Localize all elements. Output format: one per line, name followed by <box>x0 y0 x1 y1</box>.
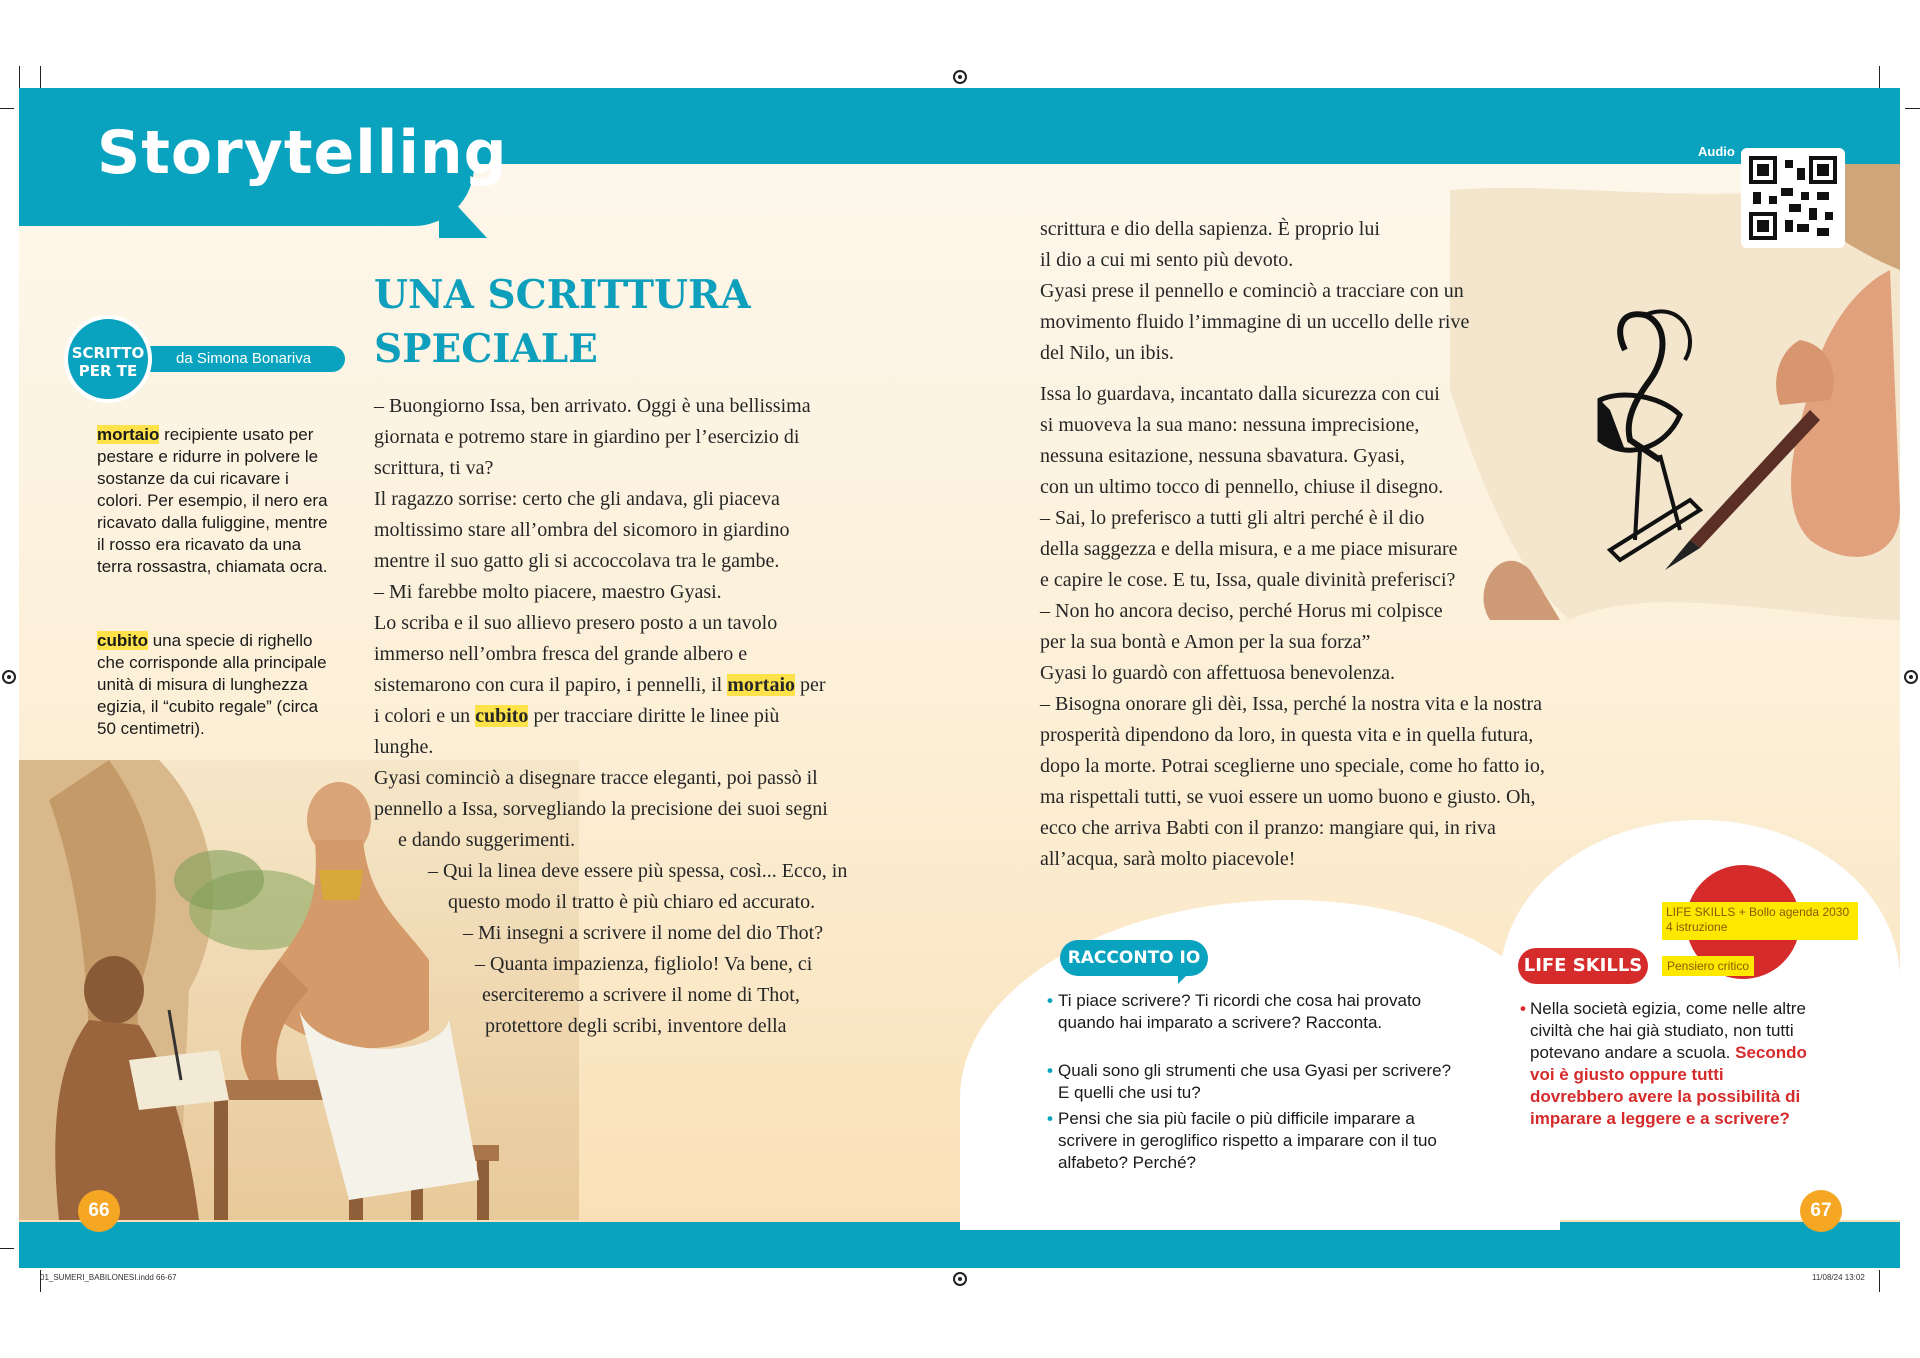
racconto-question: • Ti piace scrivere? Ti ricordi che cosa hai provato quando hai imparato a scrivere? Racconta. <box>1058 990 1458 1034</box>
story-line: – Quanta impazienza, figliolo! Va bene, ci <box>475 953 813 975</box>
story-title-line-1: UNA SCRITTURA <box>374 272 751 318</box>
audio-label: Audio <box>1698 144 1735 159</box>
story-line: – Non ho ancora deciso, perché Horus mi colpisce <box>1040 600 1443 622</box>
story-line: movimento fluido l’immagine di un uccello delle rive <box>1040 311 1470 333</box>
story-text: i colori e un <box>374 705 476 727</box>
highlight-mortaio: mortaio <box>727 674 796 696</box>
story-line: Gyasi lo guardò con affettuosa benevolenza. <box>1040 662 1396 684</box>
footer-file: 01_SUMERI_BABILONESI.indd 66-67 <box>40 1273 177 1282</box>
crop-mark <box>19 66 20 88</box>
story-line: – Bisogna onorare gli dèi, Issa, perché la nostra vita e la nostra <box>1040 693 1543 715</box>
story-line: protettore degli scribi, inventore della <box>485 1015 787 1037</box>
page-number-right: 67 <box>1800 1190 1842 1232</box>
life-skills-text-plain: Nella società egizia, come nelle altre civiltà che hai già studiato, non tutti potevano andare a scuola. <box>1530 999 1806 1062</box>
story-line-cubito <box>374 701 779 732</box>
section-title-tail <box>439 186 487 238</box>
crop-mark <box>1879 1270 1880 1292</box>
registration-mark <box>953 70 967 84</box>
story-title <box>374 268 751 376</box>
story-line: mentre il suo gatto gli si accoccolava tra le gambe. <box>374 550 780 572</box>
registration-mark <box>953 1272 967 1286</box>
glossary-entry-cubito <box>97 630 337 740</box>
story-line: nessuna esitazione, nessuna sbavatura. Gyasi, <box>1040 445 1405 467</box>
audio-qr-code[interactable] <box>1741 148 1845 248</box>
story-line: all’acqua, sarà molto piacevole! <box>1040 848 1296 870</box>
story-line: Gyasi prese il pennello e cominciò a tracciare con un <box>1040 280 1464 302</box>
story-line: Gyasi cominciò a disegnare tracce eleganti, poi passò il <box>374 767 818 789</box>
story-line: giornata e potremo stare in giardino per l’esercizio di <box>374 426 800 448</box>
story-line: immerso nell’ombra fresca del grande albero e <box>374 643 748 665</box>
story-line: Issa lo guardava, incantato dalla sicurezza con cui <box>1040 383 1440 405</box>
page-number-left: 66 <box>78 1190 120 1232</box>
story-line: ma rispettali tutti, se vuoi essere un uomo buono e giusto. Oh, <box>1040 786 1536 808</box>
life-skills-text <box>1520 998 1820 1130</box>
qr-code-icon <box>1749 156 1837 240</box>
glossary-term: cubito <box>97 631 148 650</box>
section-title: Storytelling <box>97 118 508 188</box>
racconto-question: • Pensi che sia più facile o più difficile imparare a scrivere in geroglifico rispetto a imparare con il tuo alfabeto? Perché? <box>1058 1108 1458 1174</box>
badge-line-1: SCRITTO <box>71 344 145 362</box>
crop-mark <box>0 1248 14 1249</box>
story-line: prosperità dipendono da loro, in questa vita e in quella futura, <box>1040 724 1534 746</box>
story-line: – Mi farebbe molto piacere, maestro Gyasi. <box>374 581 722 603</box>
racconto-question: • Quali sono gli strumenti che usa Gyasi per scrivere? E quelli che usi tu? <box>1058 1060 1458 1104</box>
author-label: da Simona Bonariva <box>150 346 345 372</box>
story-line: – Sai, lo preferisco a tutti gli altri perché è il dio <box>1040 507 1425 529</box>
story-line: ecco che arriva Babti con il pranzo: mangiare qui, in riva <box>1040 817 1496 839</box>
story-line: scrittura, ti va? <box>374 457 494 479</box>
story-text: per tracciare diritte le linee più <box>528 705 780 727</box>
highlight-cubito: cubito <box>475 705 529 727</box>
crop-mark <box>40 66 41 88</box>
story-line-mortaio <box>374 670 826 701</box>
story-text: sistemarono con cura il papiro, i pennelli, il <box>374 674 728 696</box>
story-line: scrittura e dio della sapienza. È proprio lui <box>1040 218 1380 240</box>
glossary-definition: recipiente usato per pestare e ridurre in polvere le sostanze da cui ricavare i colori. Per esempio, il nero era ricavato dalla fuliggine, mentre il rosso era ricavato da una terra rossastra, chiamata ocra. <box>97 425 328 576</box>
scritto-per-te-badge <box>64 315 152 403</box>
crop-mark <box>1879 66 1880 88</box>
life-skills-note: LIFE SKILLS + Bollo agenda 2030 4 istruzione <box>1662 902 1858 940</box>
story-line: eserciteremo a scrivere il nome di Thot, <box>482 984 800 1006</box>
story-line: con un ultimo tocco di pennello, chiuse il disegno. <box>1040 476 1444 498</box>
crop-mark <box>0 108 14 109</box>
glossary-entry-mortaio <box>97 424 337 578</box>
story-line: – Mi insegni a scrivere il nome del dio Thot? <box>463 922 824 944</box>
story-line: il dio a cui mi sento più devoto. <box>1040 249 1294 271</box>
story-line: e dando suggerimenti. <box>398 829 576 851</box>
story-line: moltissimo stare all’ombra del sicomoro in giardino <box>374 519 790 541</box>
life-skills-label: LIFE SKILLS <box>1518 948 1648 984</box>
racconto-tag-tail <box>1178 968 1194 984</box>
registration-mark <box>2 670 16 684</box>
crop-mark <box>1905 108 1920 109</box>
story-line: – Qui la linea deve essere più spessa, così... Ecco, in <box>428 860 848 882</box>
registration-mark <box>1904 670 1918 684</box>
story-line: – Buongiorno Issa, ben arrivato. Oggi è una bellissima <box>374 395 811 417</box>
glossary-definition: una specie di righello che corrisponde alla principale unità di misura di lunghezza egizia, il “cubito regale” (circa 50 centimetri). <box>97 631 327 738</box>
glossary-term: mortaio <box>97 425 160 444</box>
story-line: del Nilo, un ibis. <box>1040 342 1174 364</box>
story-text: per <box>795 674 826 696</box>
story-line: si muoveva la sua mano: nessuna imprecisione, <box>1040 414 1420 436</box>
racconto-io-label: RACCONTO IO <box>1060 940 1208 976</box>
story-line: e capire le cose. E tu, Issa, quale divinità preferisci? <box>1040 569 1456 591</box>
story-line: Lo scriba e il suo allievo presero posto a un tavolo <box>374 612 778 634</box>
footer-date: 11/08/24 13:02 <box>1812 1273 1865 1282</box>
pensiero-critico-tag: Pensiero critico <box>1662 956 1754 976</box>
story-line: questo modo il tratto è più chiaro ed accurato. <box>448 891 816 913</box>
story-line: pennello a Issa, sorvegliando la precisione dei suoi segni <box>374 798 828 820</box>
life-skills-question: Secondo voi è giusto oppure tutti dovrebbero avere la possibilità di imparare a leggere e a scrivere? <box>1530 1043 1807 1128</box>
story-line: per la sua bontà e Amon per la sua forza” <box>1040 631 1371 653</box>
story-line: Il ragazzo sorrise: certo che gli andava, gli piaceva <box>374 488 780 510</box>
story-line: della saggezza e della misura, e a me piace misurare <box>1040 538 1458 560</box>
story-line: dopo la morte. Potrai sceglierne uno speciale, come ho fatto io, <box>1040 755 1545 777</box>
bullet-icon: • <box>1520 999 1526 1018</box>
story-title-line-2: SPECIALE <box>374 326 598 372</box>
badge-line-2: PER TE <box>78 362 138 380</box>
story-line: lunghe. <box>374 736 434 758</box>
